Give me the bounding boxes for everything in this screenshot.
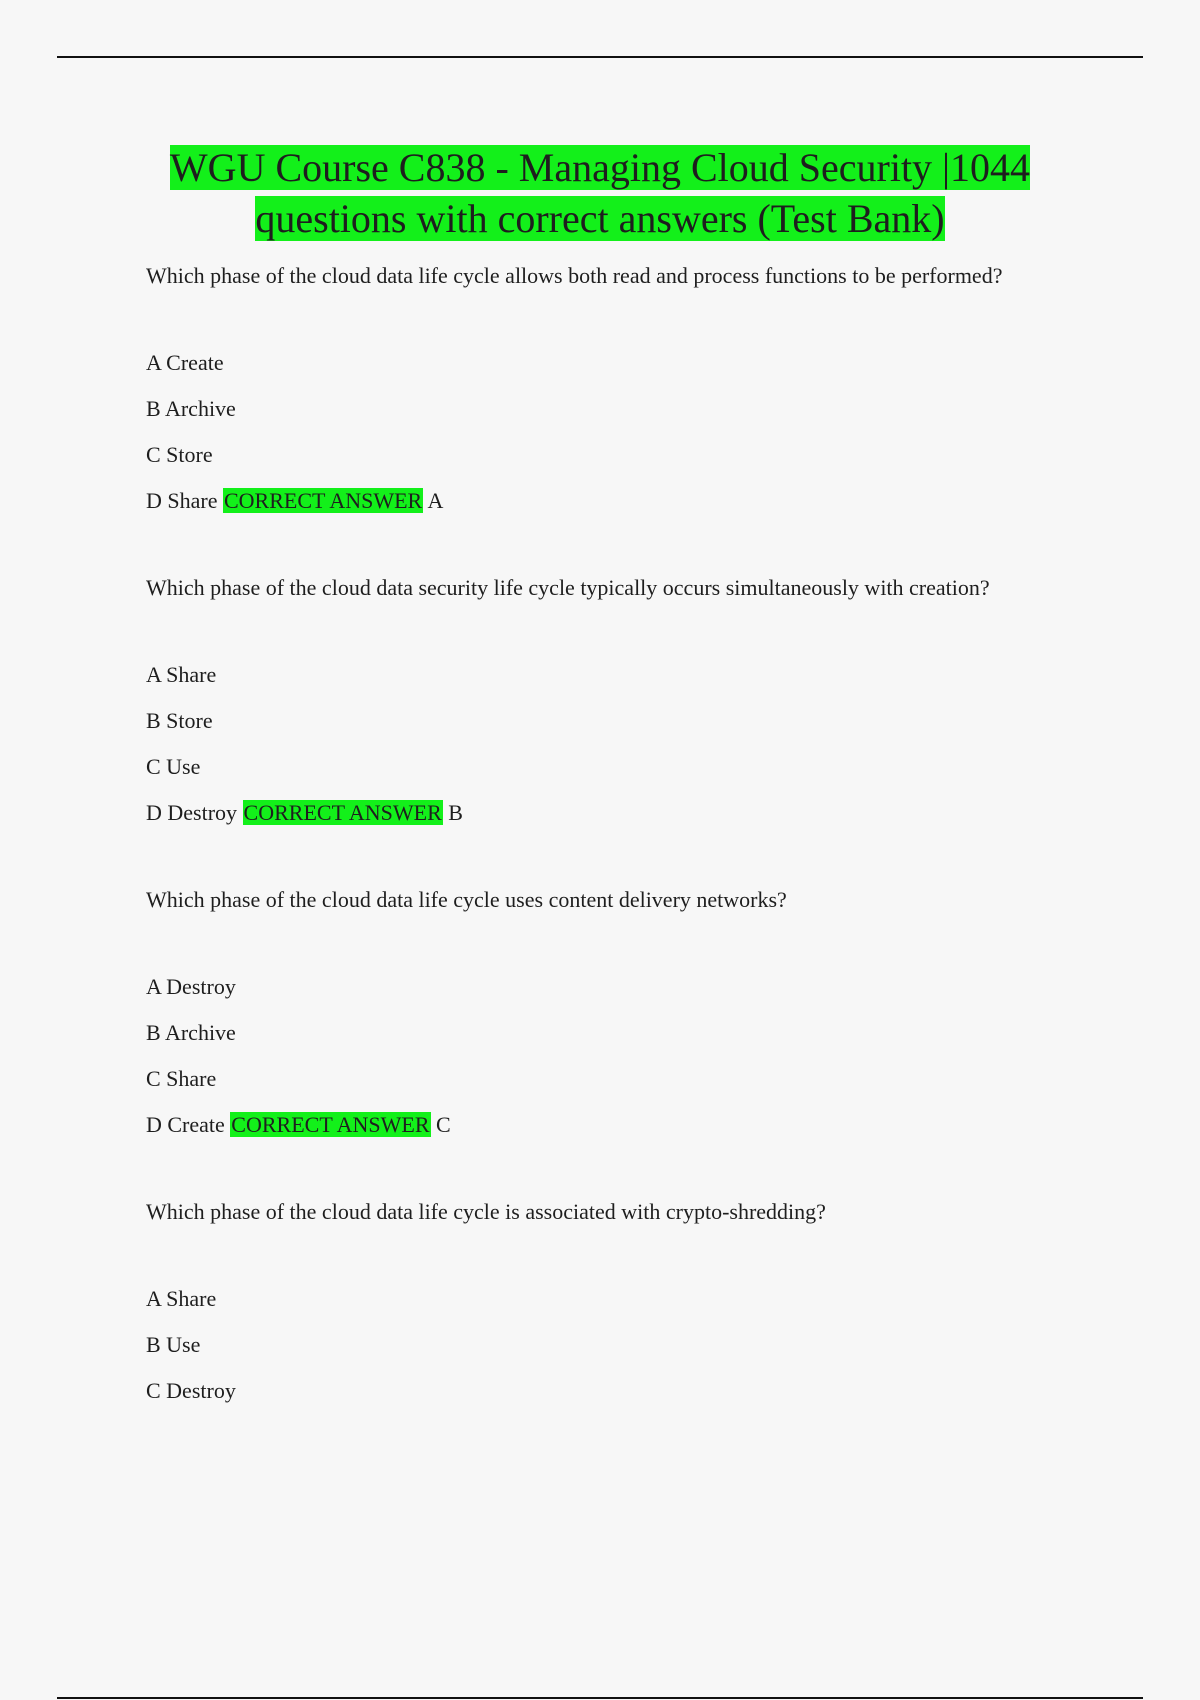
question-block-3 (146, 882, 1146, 1148)
correct-answer-label: CORRECT ANSWER (231, 1112, 430, 1137)
option-a: A Destroy (146, 974, 236, 999)
question-block-4 (146, 1194, 1146, 1414)
question-block-2 (146, 570, 1146, 836)
bottom-rule (57, 1697, 1143, 1699)
option-a: A Create (146, 350, 224, 375)
option-b: B Use (146, 1332, 201, 1357)
question-list (146, 258, 1146, 1460)
question-text: Which phase of the cloud data security life cycle typically occurs simultaneously with creation? (146, 575, 990, 600)
question-text: Which phase of the cloud data life cycle uses content delivery networks? (146, 887, 787, 912)
option-a: A Share (146, 662, 217, 687)
option-a: A Share (146, 1286, 217, 1311)
option-b: B Archive (146, 396, 236, 421)
question-block-1 (146, 258, 1146, 524)
option-c: C Share (146, 1066, 217, 1091)
option-c: C Store (146, 442, 213, 467)
option-c: C Use (146, 754, 201, 779)
option-c: C Destroy (146, 1378, 236, 1403)
question-text: Which phase of the cloud data life cycle is associated with crypto-shredding? (146, 1199, 826, 1224)
option-d (146, 478, 1146, 524)
option-b: B Store (146, 708, 213, 733)
top-rule (57, 56, 1143, 58)
correct-answer-letter: B (448, 800, 463, 825)
option-d-label: D Destroy (146, 800, 238, 825)
option-d-label: D Share (146, 488, 218, 513)
correct-answer-label: CORRECT ANSWER (243, 800, 442, 825)
option-d-label: D Create (146, 1112, 225, 1137)
correct-answer-letter: A (427, 488, 444, 513)
correct-answer-letter: C (436, 1112, 451, 1137)
title-line-2: questions with correct answers (Test Bank) (255, 196, 945, 241)
option-d (146, 1102, 1146, 1148)
correct-answer-label: CORRECT ANSWER (223, 488, 423, 513)
document-title (0, 142, 1200, 244)
question-text: Which phase of the cloud data life cycle allows both read and process functions to be performed? (146, 263, 1003, 288)
option-b: B Archive (146, 1020, 236, 1045)
option-d (146, 790, 1146, 836)
title-line-1: WGU Course C838 - Managing Cloud Security |1044 (169, 145, 1031, 190)
